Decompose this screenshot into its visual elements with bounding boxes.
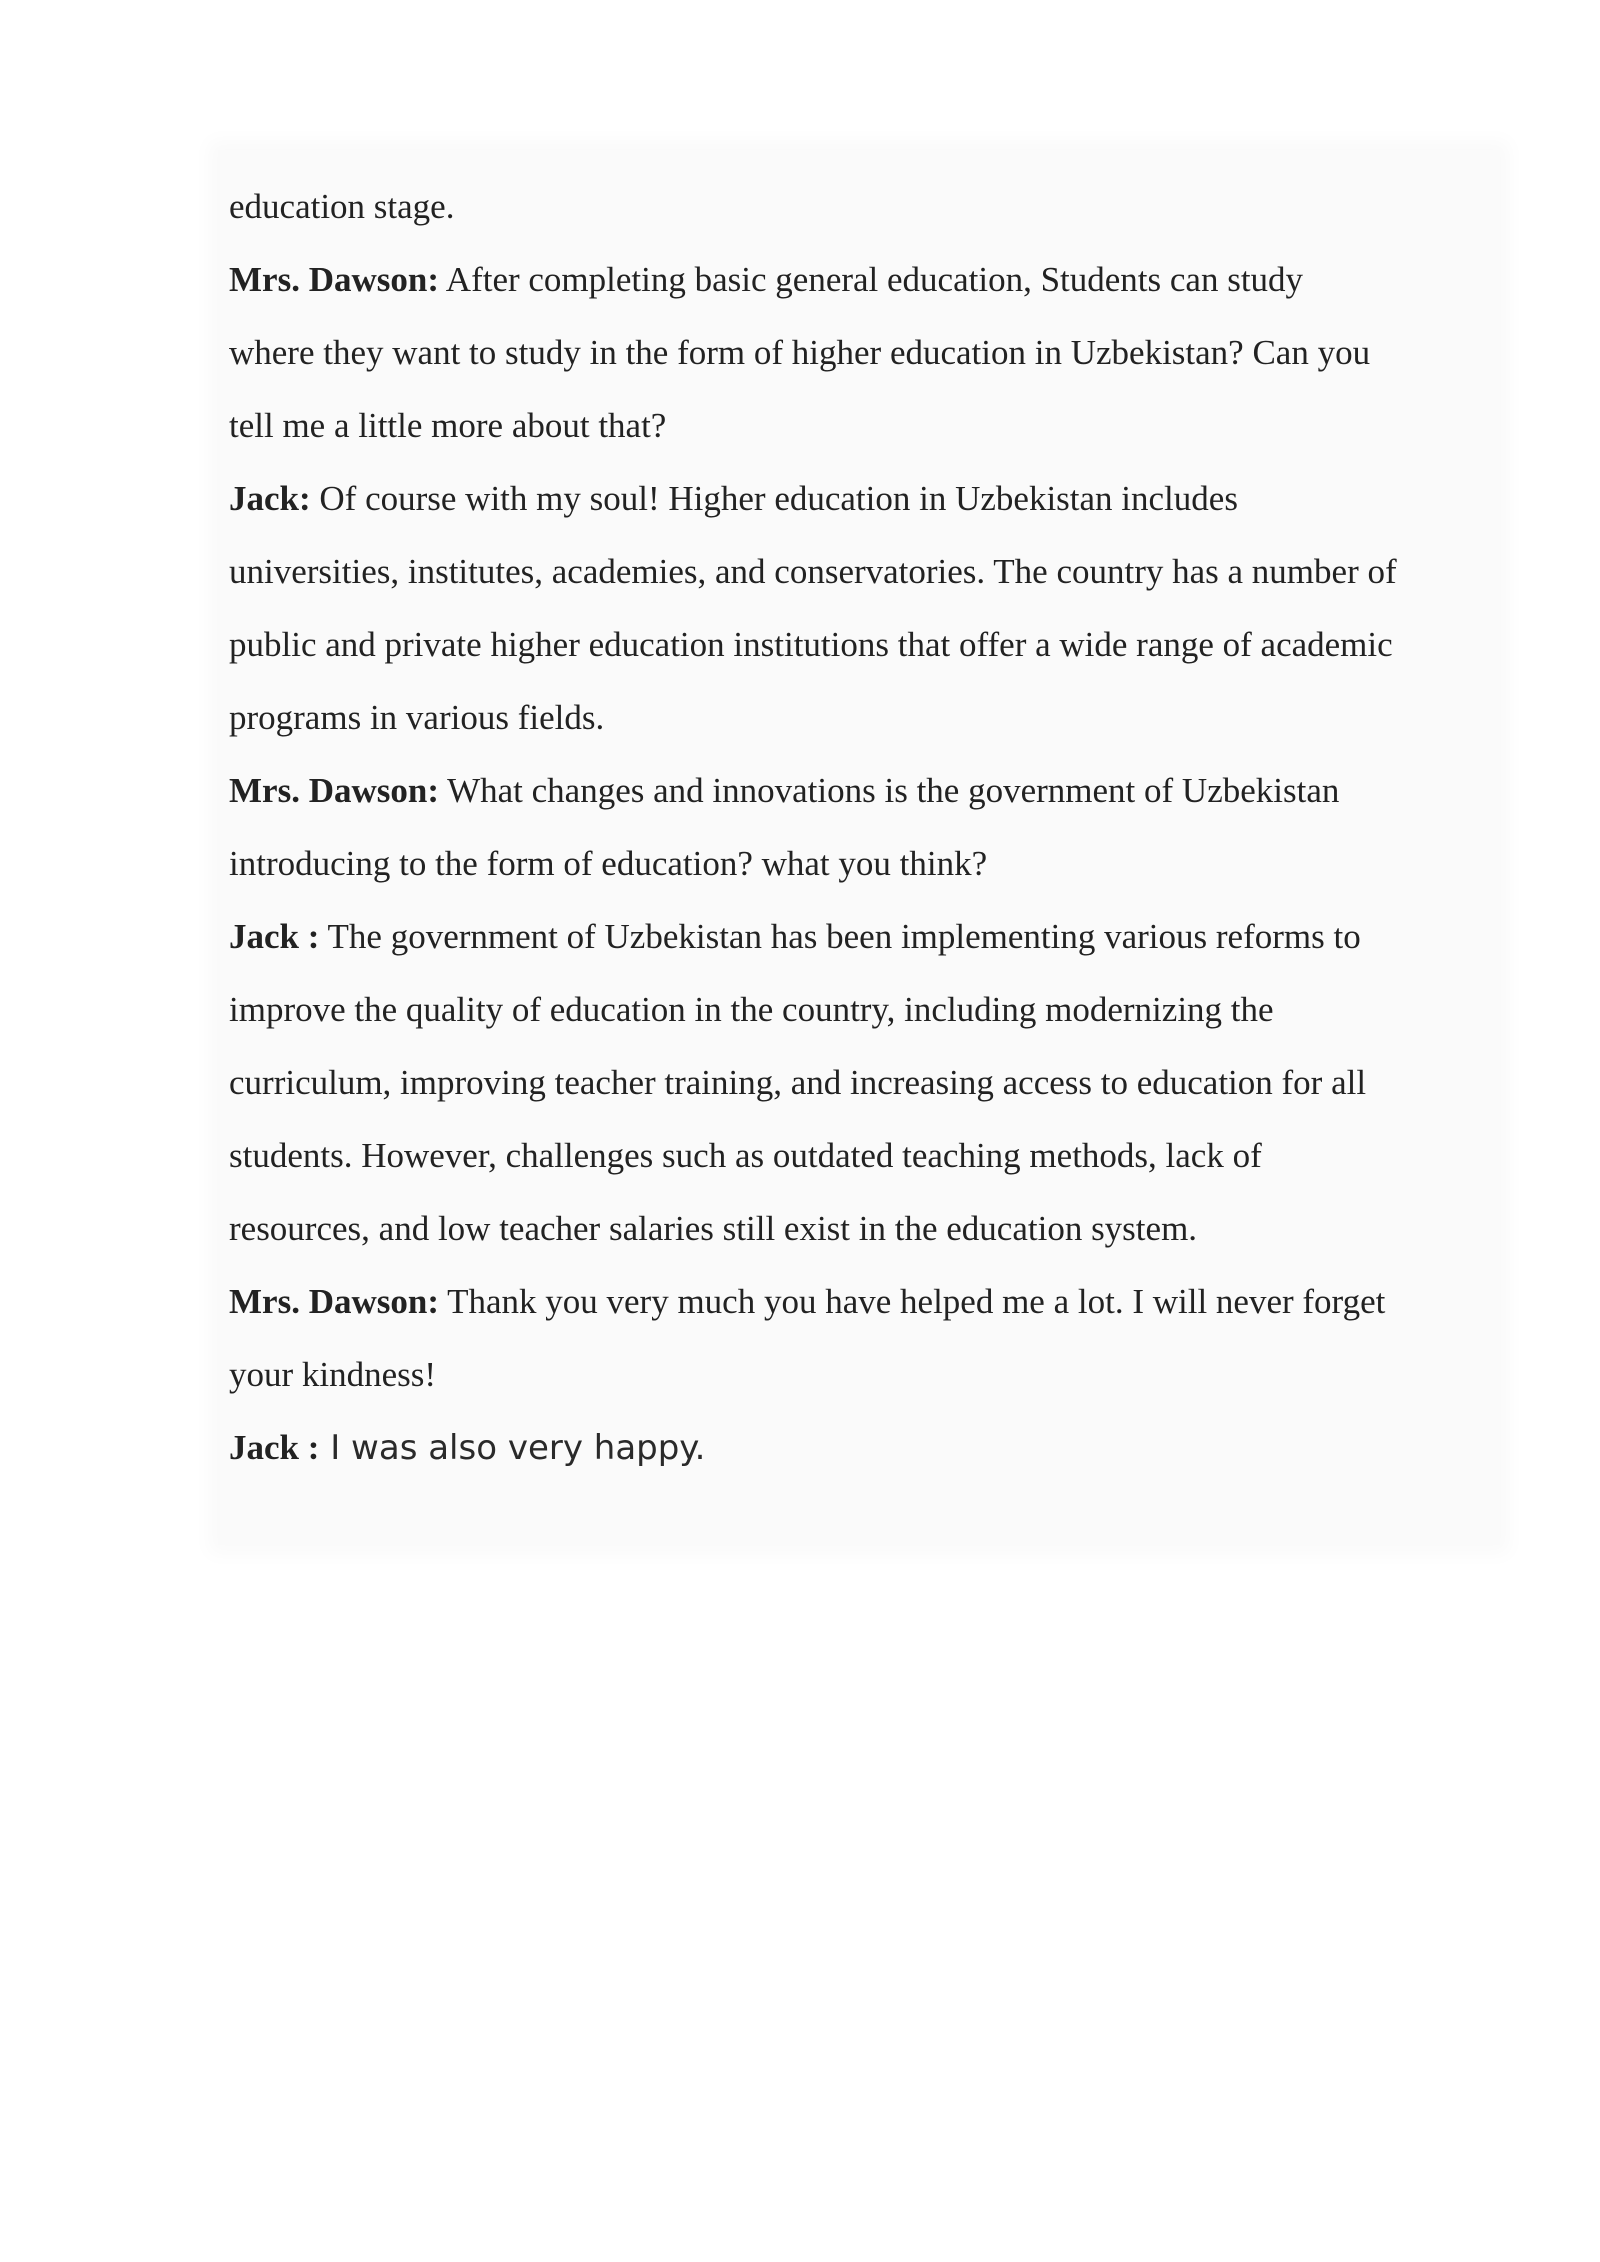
line-text: tell me a little more about that?: [229, 406, 667, 445]
paragraph-line: [229, 608, 1499, 681]
line-text: After completing basic general education, Students can study: [438, 260, 1304, 299]
paragraph-line: [229, 900, 1499, 973]
final-paragraph-line: [229, 1411, 1499, 1484]
line-text: education stage.: [229, 187, 455, 226]
paragraph-line: [229, 1338, 1499, 1411]
line-text: The government of Uzbekistan has been implementing various reforms to: [319, 917, 1361, 956]
line-text: What changes and innovations is the government of Uzbekistan: [438, 771, 1340, 810]
speaker-name: Jack:: [229, 479, 311, 518]
paragraph-line: [229, 243, 1499, 316]
line-text: improve the quality of education in the country, including modernizing the: [229, 990, 1274, 1029]
paragraph-line: [229, 827, 1499, 900]
line-text: Of course with my soul! Higher education in Uzbekistan includes: [310, 479, 1238, 518]
paragraph-line: [229, 462, 1499, 535]
dialogue-content: [229, 170, 1499, 1484]
paragraph-line: [229, 1192, 1499, 1265]
paragraph-line: [229, 389, 1499, 462]
line-text: Thank you very much you have helped me a lot. I will never forget: [438, 1282, 1386, 1321]
line-text: resources, and low teacher salaries still exist in the education system.: [229, 1209, 1198, 1248]
speaker-name: Jack :: [229, 1428, 320, 1467]
paragraph-line: [229, 681, 1499, 754]
paragraph-line: [229, 1119, 1499, 1192]
paragraph-line: [229, 316, 1499, 389]
speaker-name: Mrs. Dawson:: [229, 260, 439, 299]
line-text: where they want to study in the form of higher education in Uzbekistan? Can you: [229, 333, 1371, 372]
line-text: your kindness!: [229, 1355, 437, 1394]
line-text: public and private higher education institutions that offer a wide range of academic: [229, 625, 1393, 664]
paragraph-line: [229, 170, 1499, 243]
final-line-text: I was also very happy.: [319, 1428, 706, 1468]
paragraph-line: [229, 1265, 1499, 1338]
line-text: introducing to the form of education? what you think?: [229, 844, 988, 883]
line-text: programs in various fields.: [229, 698, 605, 737]
line-text: universities, institutes, academies, and conservatories. The country has a number of: [229, 552, 1397, 591]
speaker-name: Mrs. Dawson:: [229, 1282, 439, 1321]
line-text: students. However, challenges such as outdated teaching methods, lack of: [229, 1136, 1262, 1175]
speaker-name: Jack :: [229, 917, 320, 956]
paragraph-line: [229, 754, 1499, 827]
paragraph-line: [229, 535, 1499, 608]
paragraph-line: [229, 973, 1499, 1046]
line-text: curriculum, improving teacher training, and increasing access to education for all: [229, 1063, 1367, 1102]
paragraph-line: [229, 1046, 1499, 1119]
speaker-name: Mrs. Dawson:: [229, 771, 439, 810]
